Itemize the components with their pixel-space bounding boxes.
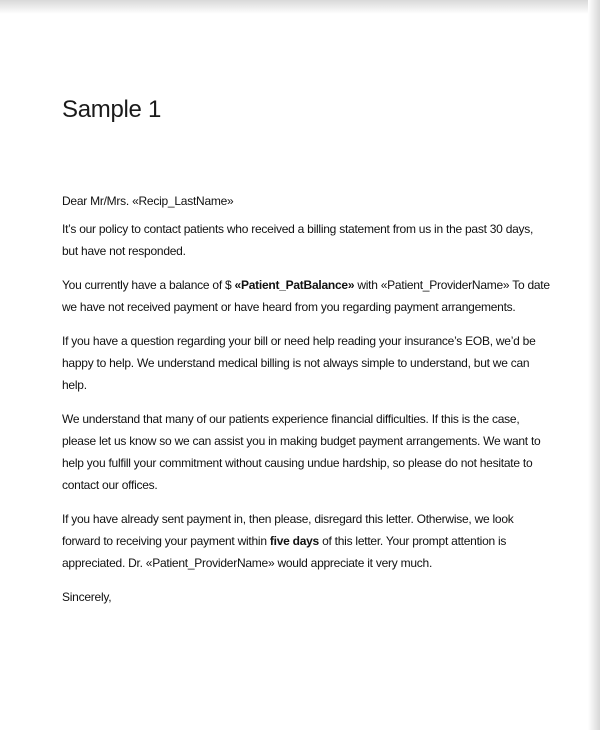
paragraph-policy: It’s our policy to contact patients who received a billing statement from us in the past 30 days, but have not responded. xyxy=(62,222,534,258)
paragraph-help: If you have a question regarding your bill or need help reading your insurance’s EOB, we’d be happy to help. We understand medical billing is not always simple to understand, but we can help. xyxy=(62,334,536,392)
page-top-shadow xyxy=(0,0,600,14)
paragraph-payment-request xyxy=(62,508,552,574)
balance-text-after: with «Patient_ProviderName» To date we have not received payment or have heard from you regarding payment arrangements. xyxy=(62,278,550,314)
payment-text-after: of this letter. Your prompt attention is appreciated. Dr. «Patient_ProviderName» would appreciate it very much. xyxy=(62,534,507,570)
paragraph-balance xyxy=(62,274,552,318)
page-right-shadow xyxy=(588,0,600,730)
payment-text-before: If you have already sent payment in, then please, disregard this letter. Otherwise, we look forward to receiving your payment within xyxy=(62,512,514,548)
page-title: Sample 1 xyxy=(62,96,161,123)
payment-deadline: five days xyxy=(269,534,319,548)
paragraph-financial-difficulties: We understand that many of our patients experience financial difficulties. If this is the case, please let us know so we can assist you in making budget payment arrangements. We want to help you fulfill your commitment without causing undue hardship, so please do not hesitate to contact our offices. xyxy=(62,412,541,492)
balance-placeholder: «Patient_PatBalance» xyxy=(234,278,355,292)
salutation: Dear Mr/Mrs. «Recip_LastName» xyxy=(62,194,234,208)
balance-text-before: You currently have a balance of $ xyxy=(62,278,235,292)
letter-body xyxy=(62,190,552,608)
closing: Sincerely, xyxy=(62,590,112,604)
